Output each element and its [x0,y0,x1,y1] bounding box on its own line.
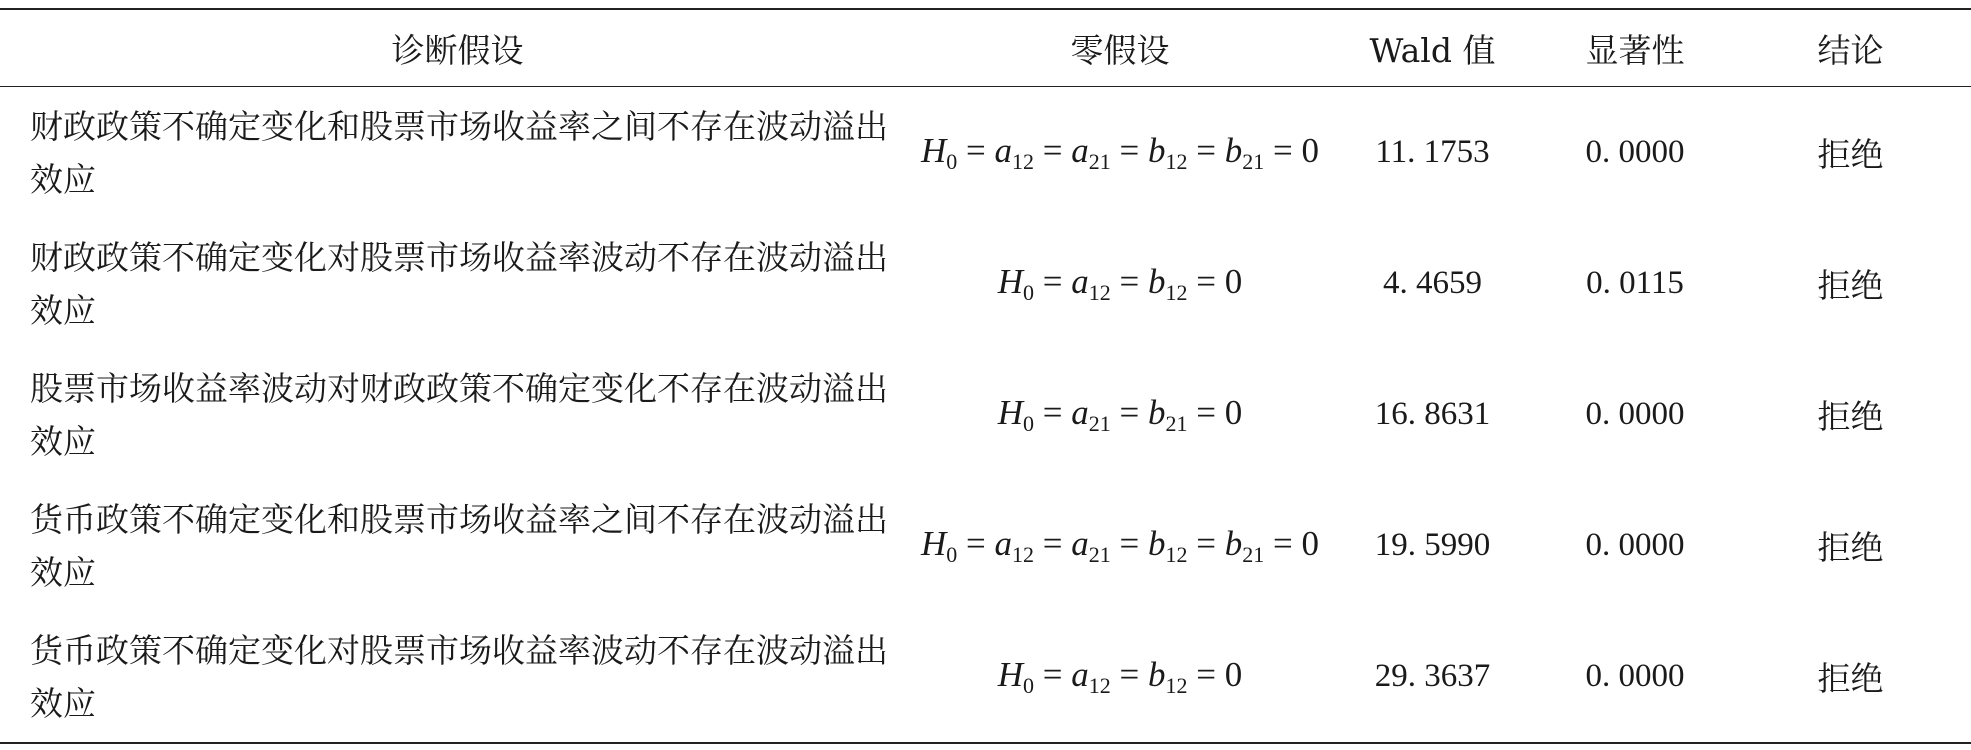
table-row [0,480,1971,611]
table-row [0,611,1971,743]
significance-cell: 0. 0000 [1585,658,1685,694]
header-wald: Wald 值 [1369,30,1496,70]
header-hypothesis: 诊断假设 [391,30,524,70]
conclusion-cell: 拒绝 [1817,659,1884,698]
null-hypothesis-cell: $H_0 = a_{12} = a_{21} = b_{12} = b_{21} = 0$ [920,523,1320,567]
conclusion-cell: 拒绝 [1817,528,1884,567]
hypothesis-cell: 财政政策不确定变化对股票市场收益率波动不存在波动溢出效应 [30,237,888,330]
conclusion-cell: 拒绝 [1817,397,1884,436]
conclusion-cell: 拒绝 [1817,266,1884,305]
hypothesis-cell: 货币政策不确定变化和股票市场收益率之间不存在波动溢出效应 [30,499,888,592]
table-header-row [0,9,1971,87]
results-table-container [0,8,1971,744]
null-hypothesis-cell: $H_0 = a_{12} = b_{12} = 0$ [997,654,1243,698]
header-significance: 显著性 [1585,30,1685,70]
table-row [0,349,1971,480]
table-row [0,218,1971,349]
hypothesis-cell: 财政政策不确定变化和股票市场收益率之间不存在波动溢出效应 [30,106,888,199]
hypothesis-cell: 股票市场收益率波动对财政政策不确定变化不存在波动溢出效应 [30,368,888,461]
table-row [0,87,1971,219]
significance-cell: 0. 0000 [1585,527,1685,563]
wald-test-table [0,8,1971,744]
wald-value-cell: 29. 3637 [1374,658,1491,694]
hypothesis-cell: 货币政策不确定变化对股票市场收益率波动不存在波动溢出效应 [30,630,888,723]
header-null-hypothesis: 零假设 [1070,30,1170,70]
wald-value-cell: 4. 4659 [1383,265,1482,301]
significance-cell: 0. 0000 [1585,396,1685,432]
significance-cell: 0. 0000 [1585,134,1685,170]
header-conclusion: 结论 [1817,30,1884,70]
wald-value-cell: 11. 1753 [1375,134,1490,170]
significance-cell: 0. 0115 [1586,265,1684,301]
wald-value-cell: 16. 8631 [1374,396,1491,432]
null-hypothesis-cell: $H_0 = a_{21} = b_{21} = 0$ [997,392,1243,436]
conclusion-cell: 拒绝 [1817,135,1884,174]
wald-value-cell: 19. 5990 [1374,527,1491,563]
null-hypothesis-cell: $H_0 = a_{12} = b_{12} = 0$ [997,261,1243,305]
null-hypothesis-cell: $H_0 = a_{12} = a_{21} = b_{12} = b_{21} = 0$ [920,130,1320,174]
